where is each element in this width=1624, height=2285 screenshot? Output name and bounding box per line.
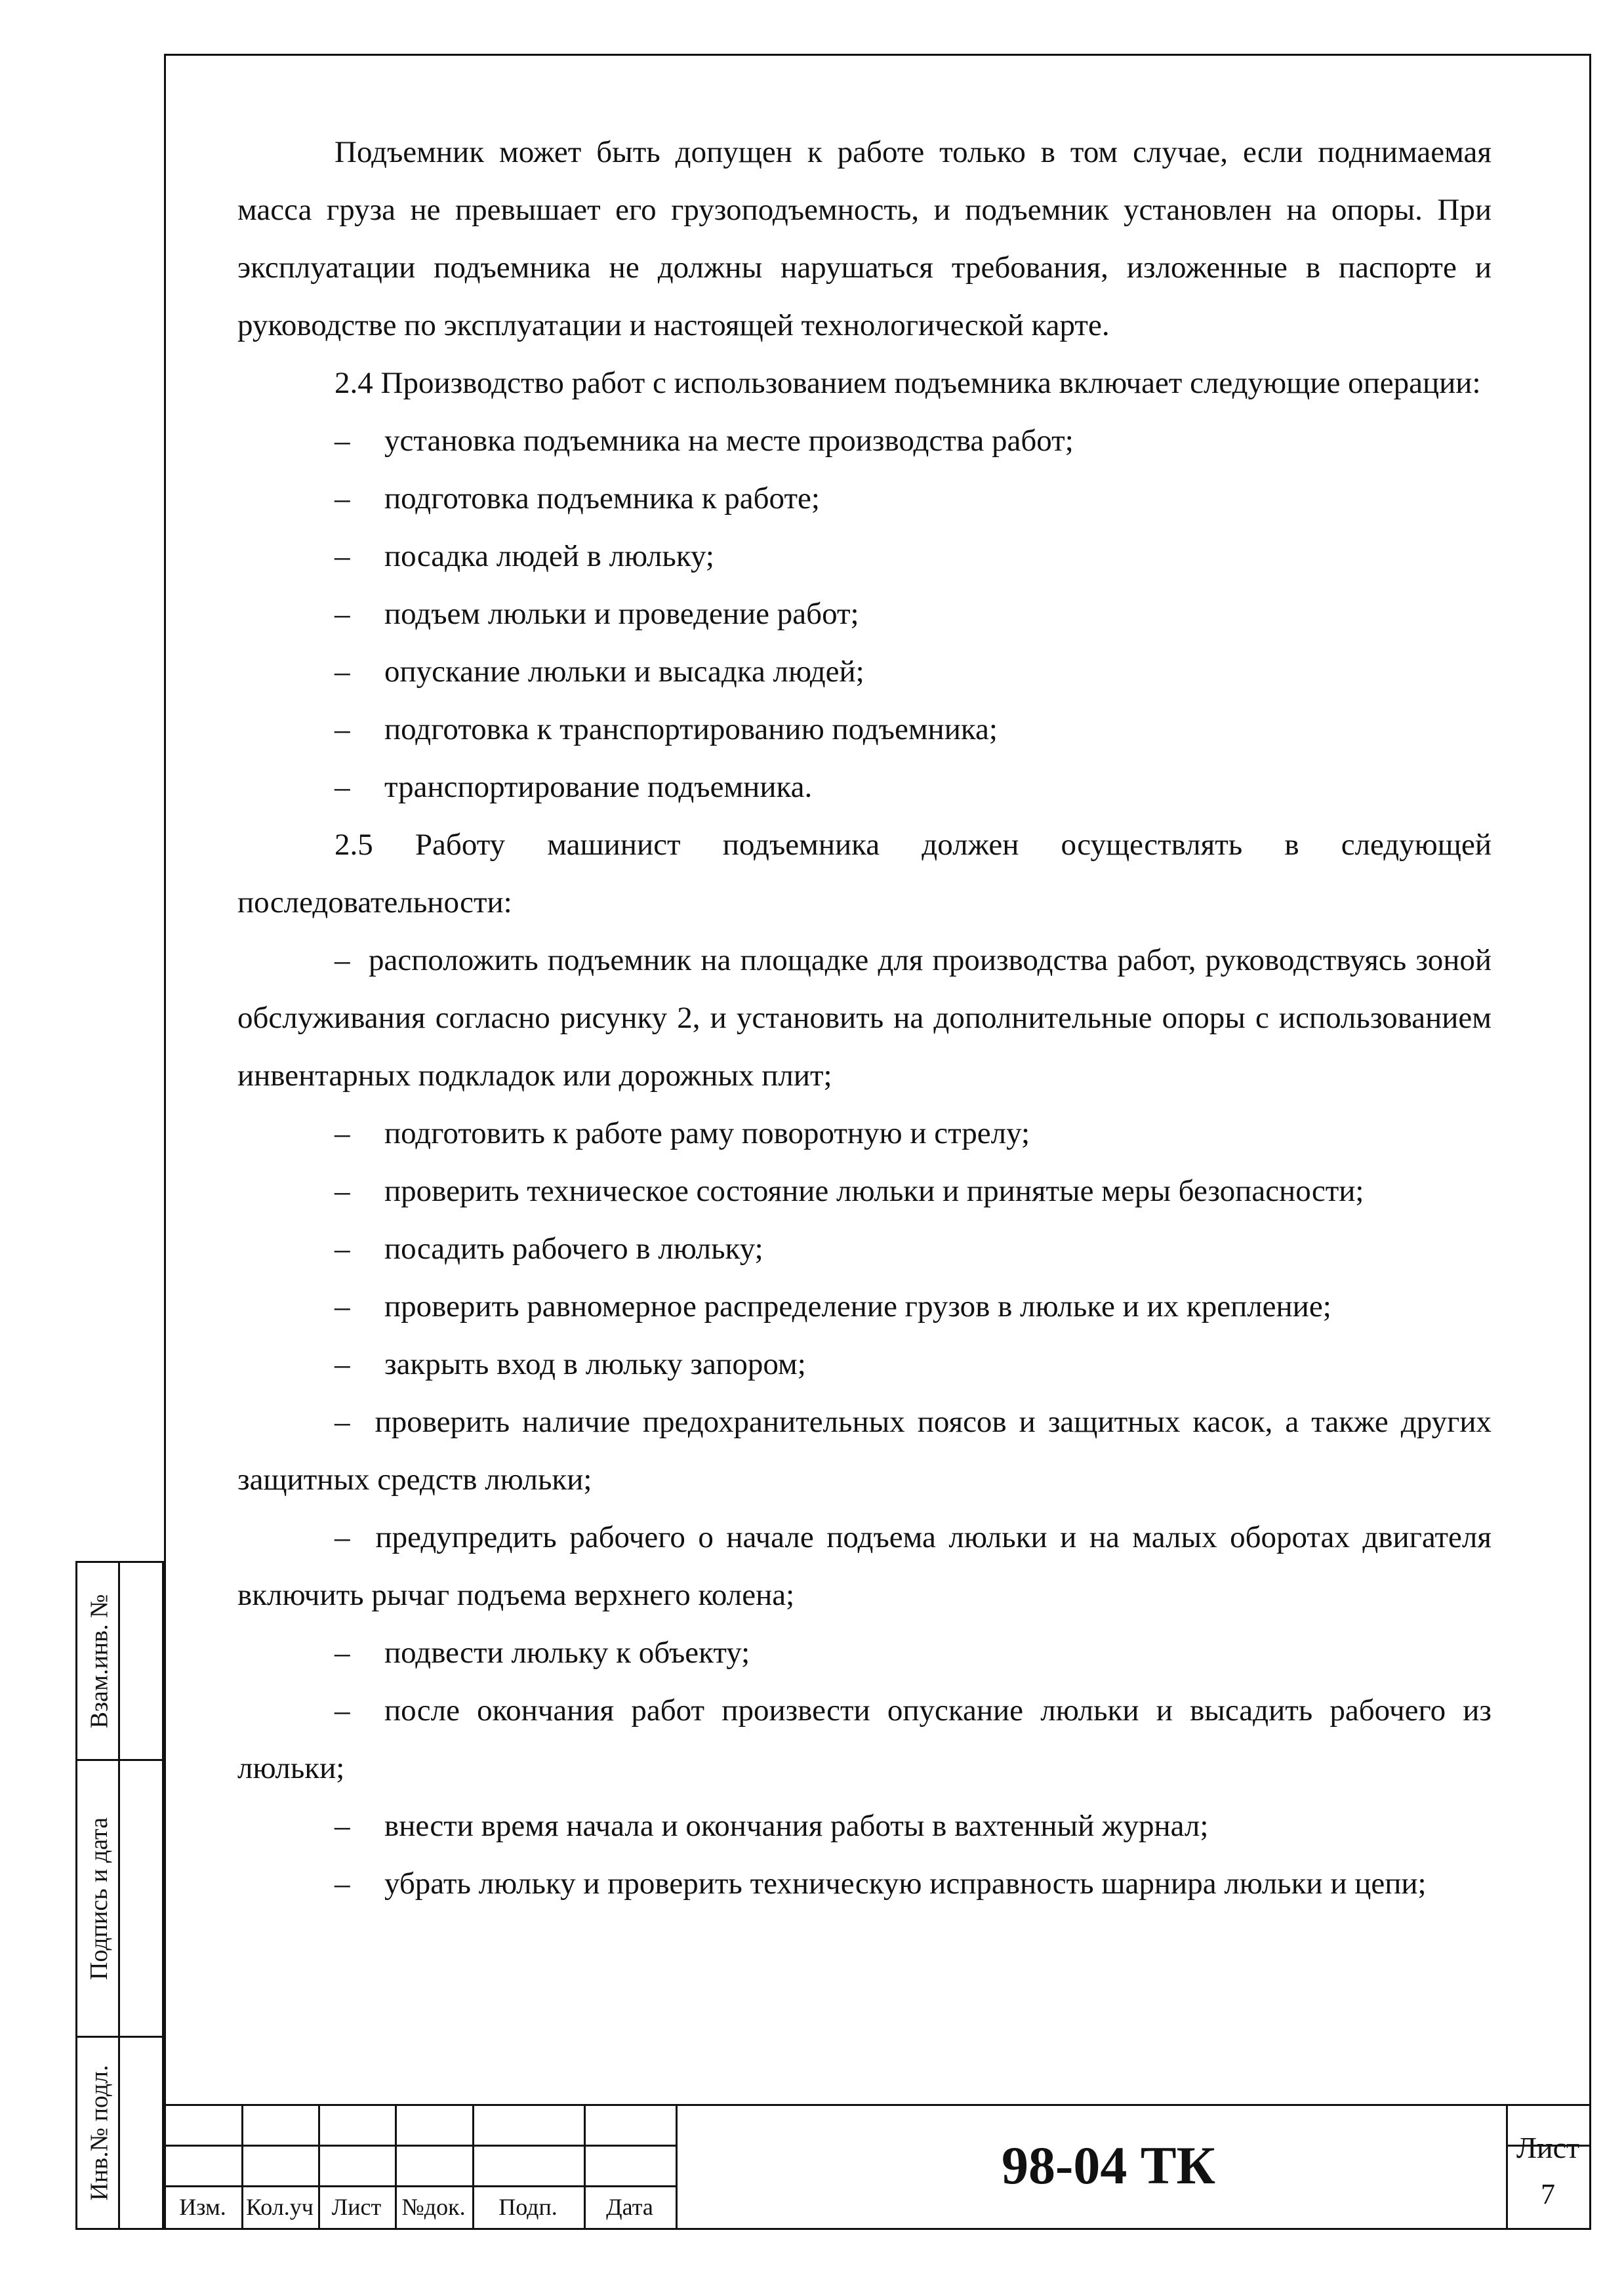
operations-list [237,412,1492,816]
dash: – [335,1693,350,1728]
list-item [237,1682,1492,1797]
title-block-list: Лист [331,2194,382,2220]
list-item [237,1278,1492,1335]
list-item [237,470,1492,527]
list-item [237,1104,1492,1162]
paragraph: 2.4 Производство работ с использованием подъемника включает следующие операции: [335,366,1481,400]
dash: – [335,1289,350,1324]
list-item [237,1220,1492,1278]
dash: – [335,597,350,631]
dash: – [335,943,350,977]
list-item-text: подготовить к работе раму поворотную и стрелу; [384,1116,1030,1150]
title-block-izm: Изм. [179,2194,226,2220]
side-stamp-vzam [75,1561,164,1761]
list-item-text: закрыть вход в люльку запором; [384,1347,806,1381]
dash: – [335,1520,350,1554]
paragraph: 2.5 Работу машинист подъемника должен осуществлять в следующей последовательности: [237,828,1492,920]
list-item-text: расположить подъемник на площадке для производства работ, руководствуясь зоной обслуживания согласно рисунку 2, и установить на дополнительные опоры с использованием инвентарных подкладок или дорожных плит; [237,943,1492,1093]
steps-list [237,931,1492,1912]
dash: – [335,655,350,689]
dash: – [335,539,350,573]
list-item-text: подъем люльки и проведение работ; [384,597,859,631]
list-item-text: внести время начала и окончания работы в вахтенный журнал; [384,1809,1209,1843]
dash: – [335,1116,350,1150]
list-item [237,585,1492,643]
list-item [237,1162,1492,1220]
list-item [237,931,1492,1104]
list-item [237,758,1492,816]
list-item [237,643,1492,700]
list-item-text: посадить рабочего в люльку; [384,1232,763,1266]
side-stamp-label: Подпись и дата [85,1817,113,1980]
document-code: 98-04 ТК [1002,2135,1215,2195]
dash: – [335,1809,350,1843]
dash: – [335,1347,350,1381]
dash: – [335,1867,350,1901]
dash: – [335,481,350,516]
dash: – [335,1174,350,1208]
list-item-text: проверить техническое состояние люльки и принятые меры безопасности; [384,1174,1364,1208]
document-body [237,123,1492,1912]
side-stamp-podpis [75,1759,164,2038]
list-item [237,1797,1492,1855]
dash: – [335,1232,350,1266]
paragraph: Подъемник может быть допущен к работе только в том случае, если поднимаемая масса груза не превышает его грузоподъемность, и подъемник установлен на опоры. При эксплуатации подъемника не должны нарушаться требования, изложенные в паспорте и руководстве по эксплуатации и настоящей технологической карте. [237,135,1492,342]
list-item-text: предупредить рабочего о начале подъема люльки и на малых оборотах двигателя включить рычаг подъема верхнего колена; [237,1520,1492,1612]
list-item [237,700,1492,758]
list-item [237,412,1492,470]
list-item [237,1335,1492,1393]
list-item [237,1855,1492,1912]
dash: – [335,1405,350,1439]
side-stamp-label: Взам.инв. № [85,1594,113,1728]
dash: – [335,770,350,804]
title-block-kol: Кол.уч [246,2194,314,2220]
list-item-text: опускание люльки и высадка людей; [384,655,864,689]
list-item-text: установка подъемника на месте производства работ; [384,424,1074,458]
dash: – [335,712,350,746]
dash: – [335,1636,350,1670]
title-block-ndok: №док. [401,2194,466,2220]
list-item-text: транспортирование подъемника. [384,770,813,804]
list-item [237,1393,1492,1508]
sheet-number: 7 [1541,2178,1555,2210]
list-item-text: убрать люльку и проверить техническую исправность шарнира люльки и цепи; [384,1867,1427,1901]
title-block-podp: Подп. [498,2194,558,2220]
list-item-text: подвести люльку к объекту; [384,1636,750,1670]
list-item-text: подготовка подъемника к работе; [384,481,820,516]
side-stamp-inv [75,2036,164,2230]
list-item [237,1624,1492,1682]
list-item [237,527,1492,585]
sheet-label: Лист [1516,2131,1580,2164]
list-item-text: проверить наличие предохранительных поясов и защитных касок, а также других защитных средств люльки; [237,1405,1492,1497]
title-block-data: Дата [606,2194,653,2220]
list-item-text: подготовка к транспортированию подъемника; [384,712,998,746]
dash: – [335,424,350,458]
list-item-text: после окончания работ произвести опускание люльки и высадить рабочего из люльки; [237,1693,1492,1785]
list-item-text: проверить равномерное распределение грузов в люльке и их крепление; [384,1289,1331,1324]
side-stamp-label: Инв.№ подл. [85,2065,113,2201]
list-item-text: посадка людей в люльку; [384,539,714,573]
list-item [237,1508,1492,1624]
